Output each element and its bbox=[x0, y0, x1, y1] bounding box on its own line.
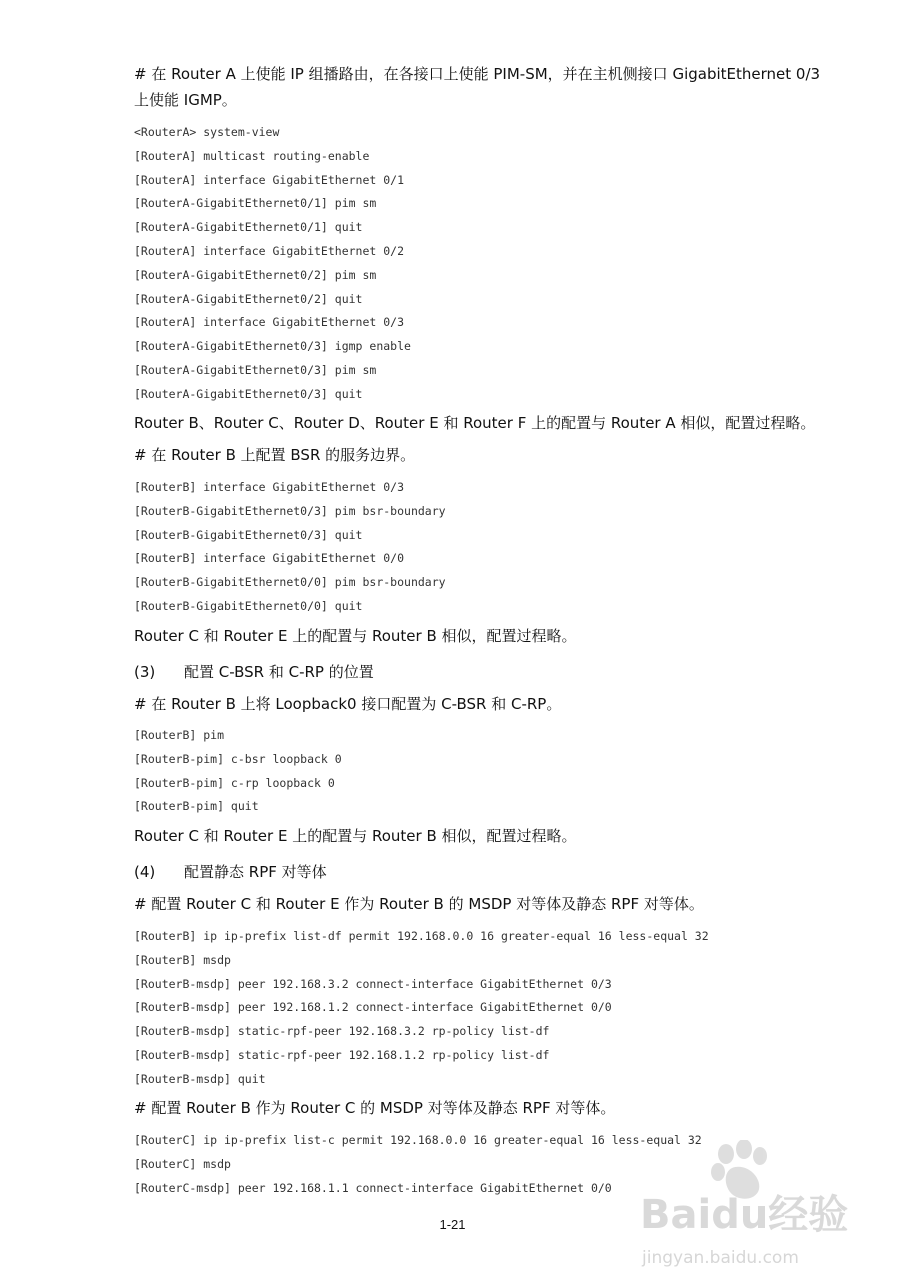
paragraph-cbsr-crp: # 在 Router B 上将 Loopback0 接口配置为 C-BSR 和 C-RP。 bbox=[134, 695, 562, 713]
code-line: <RouterA> system-view bbox=[134, 125, 280, 139]
code-line: [RouterB-msdp] static-rpf-peer 192.168.1.2 rp-policy list-df bbox=[134, 1047, 550, 1062]
code-line: [RouterB-pim] c-bsr loopback 0 bbox=[134, 751, 342, 766]
paragraph-similar-config: Router B、Router C、Router D、Router E 和 Router F 上的配置与 Router A 相似，配置过程略。 bbox=[134, 414, 816, 432]
page-number: 1-21 bbox=[439, 1217, 466, 1232]
paragraph-line: 上使能 IGMP。 bbox=[134, 91, 237, 109]
code-line: [RouterC-msdp] peer 192.168.1.1 connect-interface GigabitEthernet 0/0 bbox=[134, 1180, 612, 1195]
code-line: [RouterB-msdp] peer 192.168.1.2 connect-interface GigabitEthernet 0/0 bbox=[134, 1000, 612, 1015]
code-line: [RouterB] interface GigabitEthernet 0/0 bbox=[134, 551, 405, 566]
paragraph-line: # 在 Router A 上使能 IP 组播路由，在各接口上使能 PIM-SM，并在主机侧接口 GigabitEthernet 0/3 bbox=[134, 65, 821, 83]
code-line: [RouterA-GigabitEthernet0/1] quit bbox=[134, 220, 363, 235]
code-line: [RouterB] interface GigabitEthernet 0/3 bbox=[134, 480, 405, 494]
code-block-msdp-router-b bbox=[134, 925, 874, 1092]
code-line: [RouterB-msdp] static-rpf-peer 192.168.3.2 rp-policy list-df bbox=[134, 1024, 550, 1039]
code-line: [RouterA-GigabitEthernet0/3] igmp enable bbox=[134, 339, 411, 354]
paragraph-router-c-e-similar-2: Router C 和 Router E 上的配置与 Router B 相似，配置过程略。 bbox=[134, 827, 577, 845]
section-number: (4) bbox=[134, 863, 156, 881]
paragraph-msdp-router-c: # 配置 Router B 作为 Router C 的 MSDP 对等体及静态 RPF 对等体。 bbox=[134, 1099, 616, 1117]
code-line: [RouterB-GigabitEthernet0/0] quit bbox=[134, 598, 363, 613]
code-line: [RouterA-GigabitEthernet0/2] quit bbox=[134, 291, 363, 306]
code-line: [RouterB-pim] c-rp loopback 0 bbox=[134, 775, 335, 790]
paragraph-bsr-boundary: # 在 Router B 上配置 BSR 的服务边界。 bbox=[134, 446, 416, 464]
code-block-bsr-boundary bbox=[134, 476, 874, 619]
paragraph-router-a-intro bbox=[134, 61, 834, 113]
code-line: [RouterB] ip ip-prefix list-df permit 192.168.0.0 16 greater-equal 16 less-equal 32 bbox=[134, 929, 709, 943]
baidu-paw-logo-icon bbox=[640, 1140, 860, 1275]
code-line: [RouterA] interface GigabitEthernet 0/3 bbox=[134, 315, 405, 330]
code-line: [RouterA-GigabitEthernet0/1] pim sm bbox=[134, 196, 377, 211]
section-number: (3) bbox=[134, 663, 156, 681]
code-line: [RouterC] ip ip-prefix list-c permit 192.168.0.0 16 greater-equal 16 less-equal 32 bbox=[134, 1133, 702, 1147]
watermark-url-text: jingyan.baidu.com bbox=[642, 1248, 799, 1268]
code-line: [RouterA-GigabitEthernet0/3] pim sm bbox=[134, 362, 377, 377]
baidu-watermark bbox=[640, 1140, 860, 1275]
code-line: [RouterA-GigabitEthernet0/3] quit bbox=[134, 386, 363, 401]
code-line: [RouterB-msdp] quit bbox=[134, 1071, 266, 1086]
code-line: [RouterA] interface GigabitEthernet 0/2 bbox=[134, 243, 405, 258]
code-block-pim bbox=[134, 724, 874, 819]
watermark-logo-text: Baidu经验 bbox=[640, 1192, 849, 1238]
code-line: [RouterA] interface GigabitEthernet 0/1 bbox=[134, 172, 405, 187]
paragraph-msdp-router-b: # 配置 Router C 和 Router E 作为 Router B 的 MSDP 对等体及静态 RPF 对等体。 bbox=[134, 895, 704, 913]
section-heading-4 bbox=[134, 859, 327, 885]
code-line: [RouterB] pim bbox=[134, 728, 225, 742]
code-line: [RouterA-GigabitEthernet0/2] pim sm bbox=[134, 267, 377, 282]
code-line: [RouterA] multicast routing-enable bbox=[134, 148, 370, 163]
section-title: 配置 C-BSR 和 C-RP 的位置 bbox=[184, 663, 374, 681]
code-line: [RouterB-pim] quit bbox=[134, 799, 259, 814]
code-line: [RouterB-msdp] peer 192.168.3.2 connect-interface GigabitEthernet 0/3 bbox=[134, 976, 612, 991]
section-title: 配置静态 RPF 对等体 bbox=[184, 863, 327, 881]
code-line: [RouterB-GigabitEthernet0/3] quit bbox=[134, 527, 363, 542]
code-line: [RouterB-GigabitEthernet0/0] pim bsr-boundary bbox=[134, 575, 446, 590]
section-heading-3 bbox=[134, 659, 374, 685]
code-line: [RouterB] msdp bbox=[134, 952, 231, 967]
code-block-router-a bbox=[134, 121, 874, 407]
paragraph-router-c-e-similar: Router C 和 Router E 上的配置与 Router B 相似，配置过程略。 bbox=[134, 627, 577, 645]
code-line: [RouterB-GigabitEthernet0/3] pim bsr-boundary bbox=[134, 503, 446, 518]
code-line: [RouterC] msdp bbox=[134, 1156, 231, 1171]
